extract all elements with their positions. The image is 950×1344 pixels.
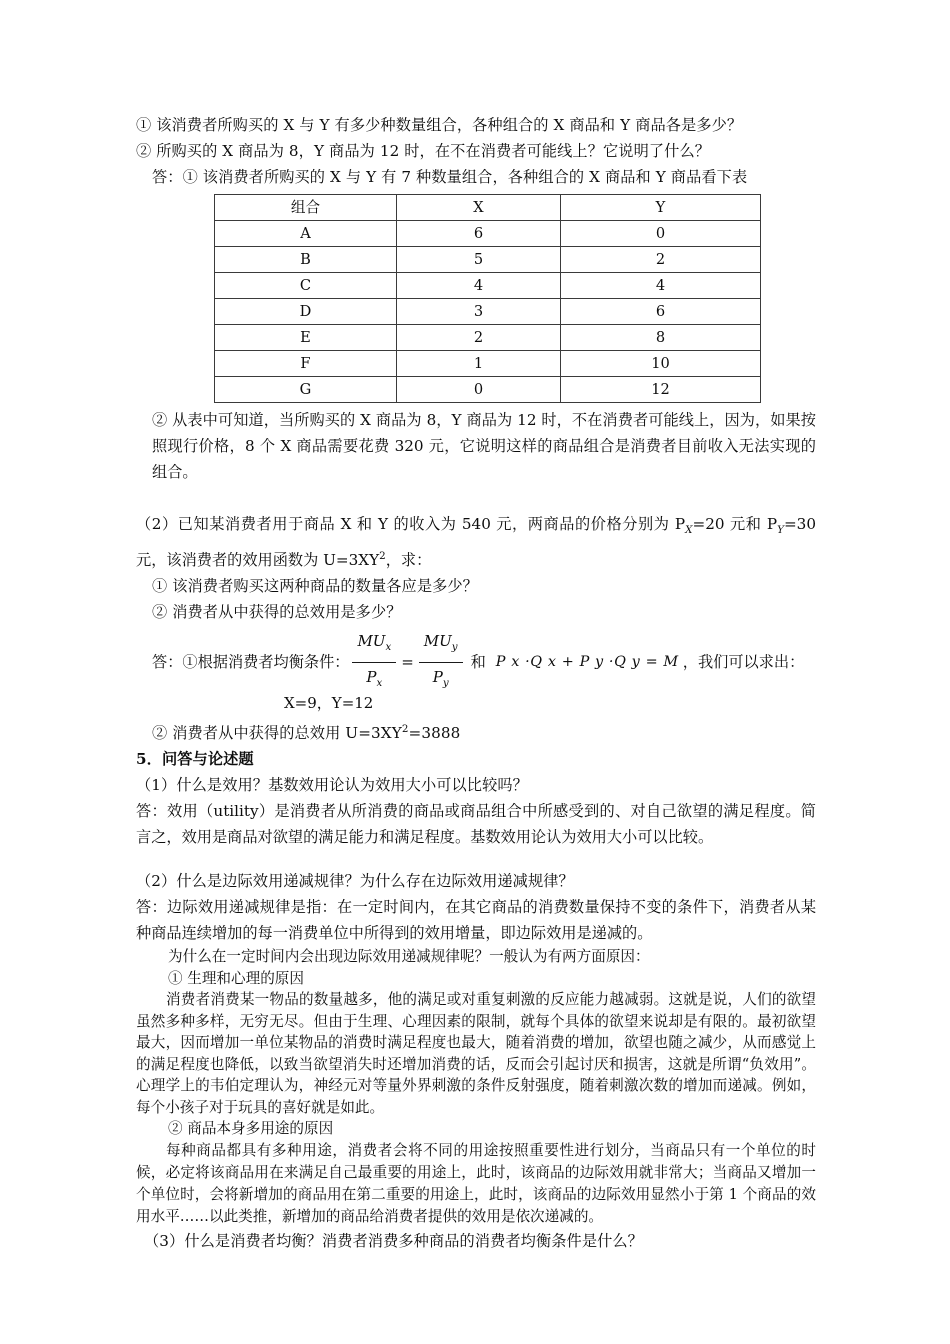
table-header-cell: Y <box>561 195 761 221</box>
table-cell: 2 <box>397 325 561 351</box>
fraction-mux-px <box>352 628 396 697</box>
table-cell: 6 <box>561 299 761 325</box>
solution-line: X=9，Y=12 <box>284 694 374 713</box>
q2-text-a: （2）已知某消费者用于商品 X 和 Y 的收入为 540 元，两商品的价格分别为 P <box>136 515 686 533</box>
section5-q2-reason2-title: ② 商品本身多用途的原因 <box>168 1120 334 1138</box>
table-cell: 8 <box>561 325 761 351</box>
table-row <box>215 377 761 403</box>
total-utility-text-a: ② 消费者从中获得的总效用 U=3XY <box>152 724 402 743</box>
fraction-numerator <box>419 628 463 663</box>
table-cell: 10 <box>561 351 761 377</box>
table-cell: G <box>215 377 397 403</box>
q2-text-e: ，求： <box>385 551 432 570</box>
section5-q2-reason1-title: ① 生理和心理的原因 <box>168 969 304 987</box>
question2-item1: ① 该消费者购买这两种商品的数量各应是多少？ <box>152 577 478 596</box>
combination-table-wrapper <box>214 194 760 403</box>
mu-subscript: x <box>385 641 392 653</box>
q2-sup-2: 2 <box>379 550 386 563</box>
combination-table <box>214 194 761 403</box>
table-row <box>215 351 761 377</box>
q2-sub-x: X <box>685 524 693 537</box>
table-cell: A <box>215 221 397 247</box>
table-row <box>215 273 761 299</box>
question2-line1 <box>136 511 816 573</box>
q2-text-d: 元，该消费者的效用函数为 U=3XY <box>136 551 380 570</box>
table-row <box>215 299 761 325</box>
mu-symbol: MU <box>423 631 452 650</box>
table-cell: 3 <box>397 299 561 325</box>
table-cell: 6 <box>397 221 561 247</box>
section5-q2-reason2-body: 每种商品都具有多种用途，消费者会将不同的用途按照重要性进行划分，当商品只有一个单位的时候，必定将该商品用在来满足自己最重要的用途上，此时，该商品的边际效用就非常大；当商品又增加一个单位时，会将新增加的商品用在第二重要的用途上，此时，该商品的边际效用显然小于第 1 个商品的效用水平……以此类推，新增加的商品给消费者提供的效用是依次递减的。 <box>136 1141 816 1225</box>
section5-q1-question: （1）什么是效用？基数效用论认为效用大小可以比较吗？ <box>136 776 528 795</box>
formula-connector: 和 <box>470 653 486 672</box>
section5-q2-question: （2）什么是边际效用递减规律？为什么存在边际效用递减规律？ <box>136 872 574 891</box>
table-cell: 1 <box>397 351 561 377</box>
math-lead: 答：①根据消费者均衡条件： <box>152 653 350 672</box>
equals-sign: = <box>401 653 414 672</box>
table-cell: E <box>215 325 397 351</box>
fraction-numerator <box>352 628 396 663</box>
q2-sub-y: Y <box>777 524 784 537</box>
total-utility-line <box>136 716 816 746</box>
question1-item2: ② 所购买的 X 商品为 8，Y 商品为 12 时，在不在消费者可能线上？它说明了什么？ <box>136 142 711 160</box>
q2-text-c: =30 <box>783 515 816 533</box>
fraction-muy-py <box>419 628 463 697</box>
page-content <box>136 112 816 1254</box>
table-cell: 0 <box>397 377 561 403</box>
table-cell: 4 <box>397 273 561 299</box>
mu-symbol: MU <box>357 631 386 650</box>
table-cell: 0 <box>561 221 761 247</box>
table-header-cell: X <box>397 195 561 221</box>
table-cell: F <box>215 351 397 377</box>
section5-q2-leadin: 为什么在一定时间内会出现边际效用递减规律呢？一般认为有两方面原因： <box>168 948 650 966</box>
section5-q2-answer: 答：边际效用递减规律是指：在一定时间内，在其它商品的消费数量保持不变的条件下，消费者从某种商品连续增加的每一消费单位中所得到的效用增量，即边际效用是递减的。 <box>136 898 816 943</box>
table-cell: D <box>215 299 397 325</box>
table-cell: C <box>215 273 397 299</box>
table-cell: B <box>215 247 397 273</box>
equilibrium-formula-row <box>136 631 816 690</box>
section5-heading: 5．问答与论述题 <box>136 750 254 769</box>
total-utility-text-b: =3888 <box>408 724 461 743</box>
table-cell: 12 <box>561 377 761 403</box>
question2-item2: ② 消费者从中获得的总效用是多少？ <box>152 603 402 622</box>
table-row <box>215 221 761 247</box>
mu-subscript: y <box>451 641 458 653</box>
math-tail: ，我们可以求出： <box>682 653 805 672</box>
table-cell: 2 <box>561 247 761 273</box>
q2-text-b: =20 元和 P <box>692 515 778 533</box>
p-subscript: x <box>376 677 383 689</box>
total-utility-sup: 2 <box>401 723 409 736</box>
table-header-cell: 组合 <box>215 195 397 221</box>
budget-constraint-formula: P x ·Q x + P y ·Q y = M <box>495 654 679 671</box>
fraction-denominator <box>428 663 454 697</box>
question1-item1: ① 该消费者所购买的 X 与 Y 有多少种数量组合，各种组合的 X 商品和 Y 商品各是多少？ <box>136 116 743 134</box>
table-cell: 4 <box>561 273 761 299</box>
section5-q2-reason1-body: 消费者消费某一物品的数量越多，他的满足或对重复刺激的反应能力越减弱。这就是说，人们的欲望虽然多种多样，无穷无尽。但由于生理、心理因素的限制，就每个具体的欲望来说却是有限的。最初欲望最大，因而增加一单位某物品的消费时满足程度也最大，随着消费的增加，欲望也随之减少，从而感觉上的满足程度也降低，以致当欲望消失时还增加消费的话，反而会引起讨厌和损害，这就是所谓“负效用”。心理学上的韦伯定理认为，神经元对等量外界刺激的条件反射强度，随着刺激次数的增加而递减。例如，每个小孩子对于玩具的喜好就是如此。 <box>136 991 816 1116</box>
table-row <box>215 247 761 273</box>
section5-q1-answer: 答：效用（utility）是消费者从所消费的商品或商品组合中所感受到的、对自己欲望的满足程度。简言之，效用是商品对欲望的满足能力和满足程度。基数效用论认为效用大小可以比较。 <box>136 802 816 847</box>
table-row <box>215 325 761 351</box>
table-header-row <box>215 195 761 221</box>
answer-paragraph-2: ② 从表中可知道，当所购买的 X 商品为 8，Y 商品为 12 时，不在消费者可能线上，因为，如果按照现行价格，8 个 X 商品需要花费 320 元，它说明这样的商品组合是消费者目前收入无法实现的组合。 <box>152 411 816 481</box>
p-symbol: P <box>432 667 443 686</box>
p-subscript: y <box>442 677 449 689</box>
section5-q3-question: （3）什么是消费者均衡？消费者消费多种商品的消费者均衡条件是什么？ <box>144 1231 643 1250</box>
question1-answer-lead: 答：① 该消费者所购买的 X 与 Y 有 7 种数量组合，各种组合的 X 商品和 Y 商品看下表 <box>152 168 748 186</box>
table-cell: 5 <box>397 247 561 273</box>
p-symbol: P <box>366 667 377 686</box>
